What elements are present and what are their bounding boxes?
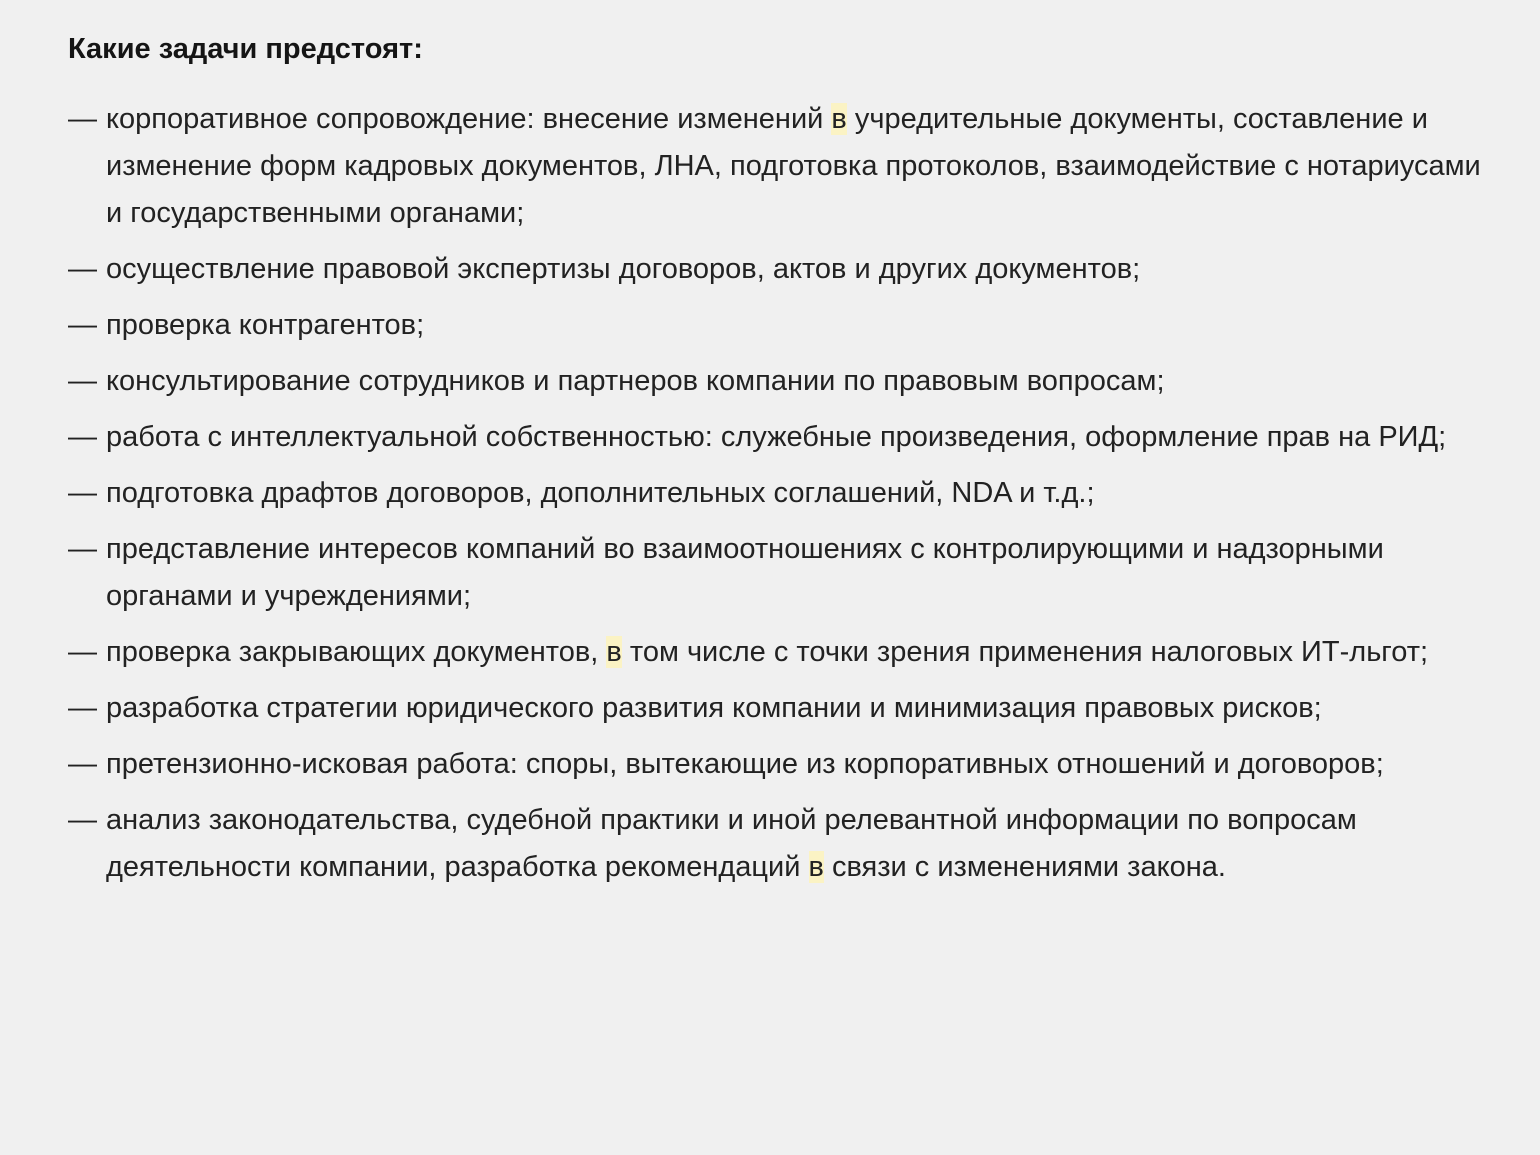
dash-marker: — xyxy=(68,533,97,565)
item-text: подготовка драфтов договоров, дополнительных соглашений, NDA и т.д.; xyxy=(106,477,1095,509)
list-item xyxy=(68,685,1498,732)
dash-marker: — xyxy=(68,804,97,836)
dash-marker: — xyxy=(68,103,97,135)
item-text: представление интересов компаний во взаимоотношениях с контролирующими и надзорными органами и учреждениями; xyxy=(106,533,1384,612)
dash-marker: — xyxy=(68,253,97,285)
highlighted-word: в xyxy=(606,636,622,668)
item-text: претензионно-исковая работа: споры, вытекающие из корпоративных отношений и договоров; xyxy=(106,748,1384,780)
article-content xyxy=(68,24,1498,900)
dash-marker: — xyxy=(68,421,97,453)
dash-marker: — xyxy=(68,365,97,397)
list-item xyxy=(68,414,1498,461)
list-item xyxy=(68,797,1498,891)
dash-marker: — xyxy=(68,309,97,341)
list-item xyxy=(68,470,1498,517)
item-text-continued: том числе с точки зрения применения налоговых ИТ-льгот; xyxy=(621,636,1429,668)
item-text: проверка закрывающих документов, xyxy=(106,636,607,668)
item-text: разработка стратегии юридического развития компании и минимизация правовых рисков; xyxy=(106,692,1322,724)
list-item xyxy=(68,629,1498,676)
dash-marker: — xyxy=(68,477,97,509)
list-item xyxy=(68,358,1498,405)
list-item xyxy=(68,96,1498,237)
section-heading: Какие задачи предстоят: xyxy=(68,33,423,65)
list-item xyxy=(68,526,1498,620)
dash-marker: — xyxy=(68,692,97,724)
item-text-continued: учредительные документы, составление и изменение форм кадровых документов, ЛНА, подготовка протоколов, взаимодействие с нотариусами и государственными органами; xyxy=(106,103,1481,229)
item-text: осуществление правовой экспертизы договоров, актов и других документов; xyxy=(106,253,1141,285)
list-item xyxy=(68,741,1498,788)
task-list xyxy=(68,96,1498,891)
item-text: работа с интеллектуальной собственностью: служебные произведения, оформление прав на РИД; xyxy=(106,421,1447,453)
highlighted-word: в xyxy=(808,851,824,883)
dash-marker: — xyxy=(68,636,97,668)
item-text: корпоративное сопровождение: внесение изменений xyxy=(106,103,832,135)
item-text: проверка контрагентов; xyxy=(106,309,425,341)
list-item xyxy=(68,302,1498,349)
highlighted-word: в xyxy=(831,103,847,135)
list-item xyxy=(68,246,1498,293)
item-text: консультирование сотрудников и партнеров компании по правовым вопросам; xyxy=(106,365,1165,397)
dash-marker: — xyxy=(68,748,97,780)
item-text: анализ законодательства, судебной практики и иной релевантной информации по вопросам деятельности компании, разработка рекомендаций xyxy=(106,804,1357,883)
item-text-continued: связи с изменениями закона. xyxy=(823,851,1226,883)
